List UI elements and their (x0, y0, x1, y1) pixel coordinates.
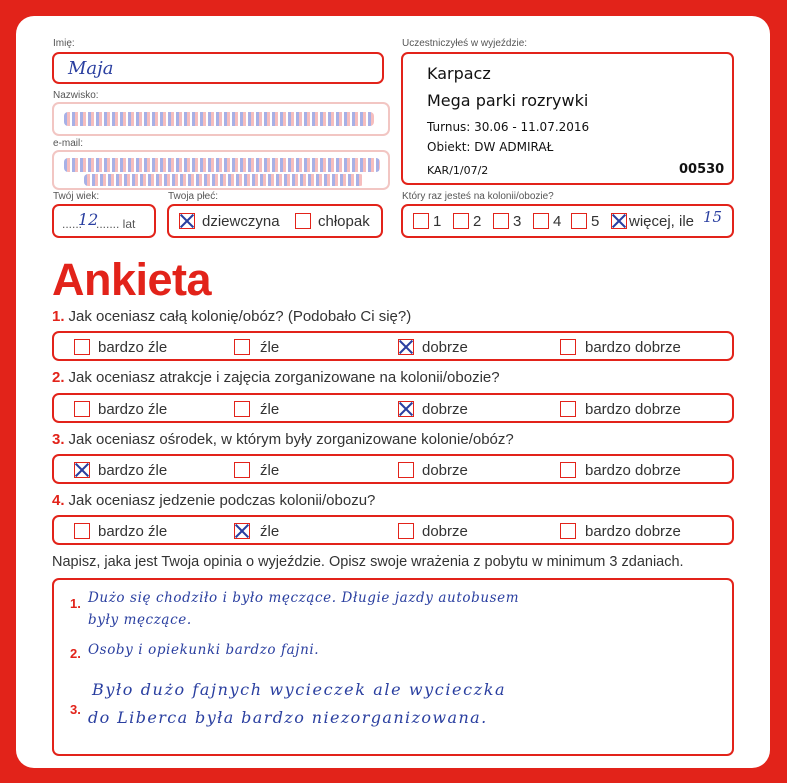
age-label: Twój wiek: (53, 191, 100, 202)
opinion-prompt: Napisz, jaka jest Twoja opinia o wyjeździe. Opisz swoje wrażenia z pobytu w minimum 3 zdaniach. (52, 554, 684, 570)
checkbox-times-3[interactable] (493, 213, 509, 229)
name-label: Imię: (53, 38, 75, 49)
name-value: Maja (68, 58, 114, 79)
surname-field[interactable] (52, 102, 390, 136)
times-1-label: 1 (433, 213, 442, 230)
q4-label-dobrze: dobrze (422, 523, 468, 540)
opinion-number-3: 3. (70, 702, 81, 717)
survey-sheet (16, 16, 770, 768)
gender-male-label: chłopak (318, 213, 370, 230)
answer-row-2 (52, 393, 734, 423)
times-more-value: 15 (703, 208, 723, 226)
q1-label-bardzo-zle: bardzo źle (98, 339, 168, 356)
question-2 (52, 369, 500, 386)
opinion-line-4: Było dużo fajnych wycieczek ale wycieczka (92, 680, 507, 699)
age-value: 12 (78, 210, 99, 229)
opinion-line-3: Osoby i opiekunki bardzo fajni. (88, 642, 320, 658)
opinion-line-1: Dużo się chodziło i było męczące. Długie jazdy autobusem (88, 590, 520, 606)
survey-title: Ankieta (52, 254, 212, 305)
question-1-number: 1. (52, 308, 65, 325)
checkbox-times-5[interactable] (571, 213, 587, 229)
name-field[interactable] (52, 52, 384, 84)
q2-checkbox-bardzo-dobrze[interactable] (560, 401, 576, 417)
q2-checkbox-zle[interactable] (234, 401, 250, 417)
q3-label-dobrze: dobrze (422, 462, 468, 479)
q2-checkbox-bardzo-zle[interactable] (74, 401, 90, 417)
email-field[interactable] (52, 150, 390, 190)
question-4 (52, 492, 375, 509)
q1-label-dobrze: dobrze (422, 339, 468, 356)
q4-label-zle: źle (260, 523, 280, 540)
trip-code: KAR/1/07/2 (427, 164, 489, 177)
trip-label: Uczestniczyłeś w wyjeździe: (402, 38, 528, 49)
question-1-text: Jak oceniasz całą kolonię/obóz? (Podobało Ci się?) (68, 308, 412, 325)
q3-label-bardzo-zle: bardzo źle (98, 462, 168, 479)
question-4-text: Jak oceniasz jedzenie podczas kolonii/obozu? (68, 492, 376, 509)
checkbox-female[interactable] (179, 213, 195, 229)
q3-checkbox-dobrze[interactable] (398, 462, 414, 478)
trip-destination: Karpacz (427, 64, 491, 83)
gender-female-label: dziewczyna (202, 213, 280, 230)
gender-label: Twoja płeć: (168, 191, 219, 202)
checkbox-male[interactable] (295, 213, 311, 229)
question-4-number: 4. (52, 492, 65, 509)
times-5-label: 5 (591, 213, 600, 230)
answer-row-4 (52, 515, 734, 545)
q3-label-bardzo-dobrze: bardzo dobrze (585, 462, 681, 479)
q2-checkbox-dobrze[interactable] (398, 401, 414, 417)
question-3-number: 3. (52, 431, 65, 448)
q2-label-bardzo-dobrze: bardzo dobrze (585, 401, 681, 418)
q3-label-zle: źle (260, 462, 280, 479)
q1-checkbox-zle[interactable] (234, 339, 250, 355)
q2-label-dobrze: dobrze (422, 401, 468, 418)
times-4-label: 4 (553, 213, 562, 230)
age-suffix: ....... lat (96, 217, 136, 231)
email-label: e-mail: (53, 138, 84, 149)
trip-object: Obiekt: DW ADMIRAŁ (427, 140, 554, 154)
redacted-email-line1 (64, 158, 380, 172)
answer-row-3 (52, 454, 734, 484)
trip-term: Turnus: 30.06 - 11.07.2016 (427, 120, 590, 134)
question-2-number: 2. (52, 369, 65, 386)
checkbox-times-1[interactable] (413, 213, 429, 229)
times-field (401, 204, 734, 238)
question-3 (52, 431, 514, 448)
opinion-textarea[interactable] (52, 578, 734, 756)
trip-program: Mega parki rozrywki (427, 91, 589, 110)
surname-label: Nazwisko: (53, 90, 99, 101)
trip-number: 00530 (679, 162, 725, 177)
q1-checkbox-bardzo-zle[interactable] (74, 339, 90, 355)
q4-label-bardzo-dobrze: bardzo dobrze (585, 523, 681, 540)
q1-checkbox-bardzo-dobrze[interactable] (560, 339, 576, 355)
checkbox-times-2[interactable] (453, 213, 469, 229)
checkbox-times-more[interactable] (611, 213, 627, 229)
question-3-text: Jak oceniasz ośrodek, w którym były zorganizowane kolonie/obóz? (68, 431, 514, 448)
opinion-number-1: 1. (70, 596, 81, 611)
q3-checkbox-bardzo-dobrze[interactable] (560, 462, 576, 478)
q3-checkbox-zle[interactable] (234, 462, 250, 478)
q2-label-zle: źle (260, 401, 280, 418)
opinion-line-2: były męczące. (88, 612, 192, 628)
q4-checkbox-bardzo-zle[interactable] (74, 523, 90, 539)
times-label: Który raz jesteś na kolonii/obozie? (402, 191, 554, 202)
q1-checkbox-dobrze[interactable] (398, 339, 414, 355)
q2-label-bardzo-zle: bardzo źle (98, 401, 168, 418)
gender-field (167, 204, 383, 238)
q4-label-bardzo-zle: bardzo źle (98, 523, 168, 540)
redacted-email-line2 (84, 174, 364, 186)
q4-checkbox-bardzo-dobrze[interactable] (560, 523, 576, 539)
checkbox-times-4[interactable] (533, 213, 549, 229)
q4-checkbox-dobrze[interactable] (398, 523, 414, 539)
q4-checkbox-zle[interactable] (234, 523, 250, 539)
opinion-line-5: do Liberca była bardzo niezorganizowana. (88, 708, 488, 727)
q3-checkbox-bardzo-zle[interactable] (74, 462, 90, 478)
times-3-label: 3 (513, 213, 522, 230)
question-1 (52, 308, 411, 325)
q1-label-bardzo-dobrze: bardzo dobrze (585, 339, 681, 356)
times-2-label: 2 (473, 213, 482, 230)
question-2-text: Jak oceniasz atrakcje i zajęcia zorganizowane na kolonii/obozie? (68, 369, 500, 386)
redacted-surname (64, 112, 374, 126)
age-field[interactable] (52, 204, 156, 238)
times-more-label: więcej, ile (629, 213, 695, 230)
q1-label-zle: źle (260, 339, 280, 356)
answer-row-1 (52, 331, 734, 361)
trip-box (401, 52, 734, 185)
opinion-number-2: 2. (70, 646, 81, 661)
age-dots-prefix: ...... (62, 217, 83, 231)
